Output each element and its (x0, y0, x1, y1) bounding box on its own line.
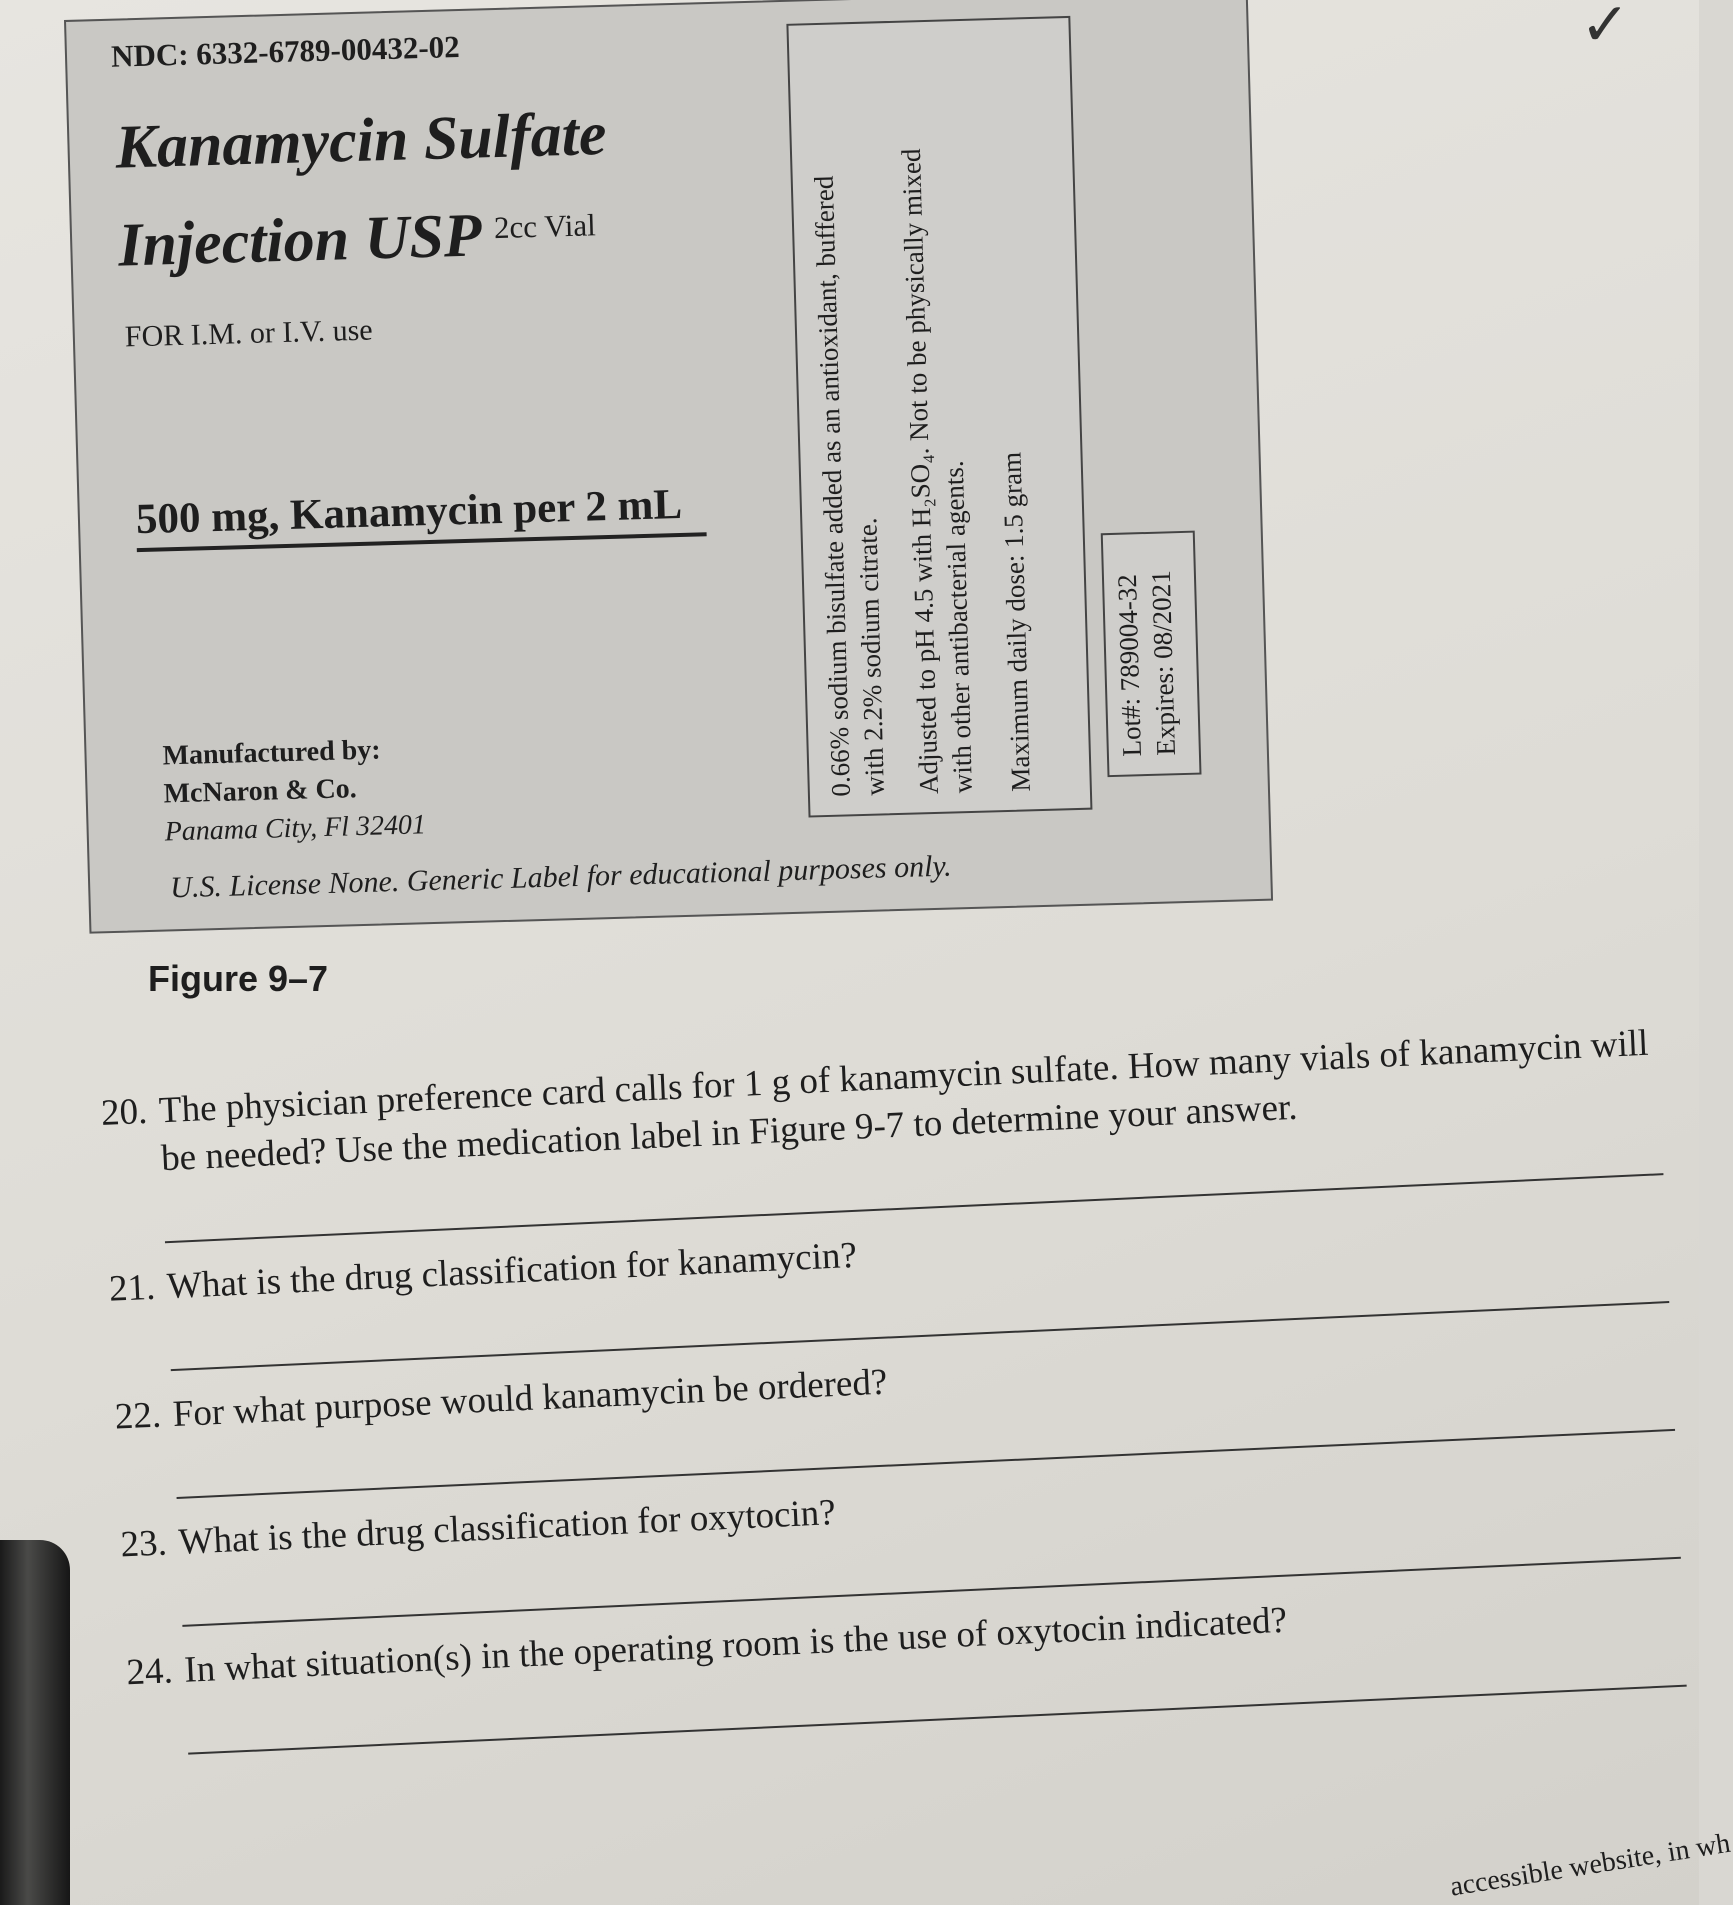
side-text-line: with 2.2% sodium citrate. (852, 517, 890, 797)
side-text-line: 0.66% sodium bisulfate added as an antioxidant, buffered (808, 175, 856, 798)
manufacturer-name: McNaron & Co. (163, 773, 358, 810)
expiry-date: Expires: 08/2021 (1145, 569, 1181, 756)
drug-strength: 500 mg, Kanamycin per 2 mL (135, 479, 706, 552)
question-number: 23. (119, 1522, 168, 1566)
question-number: 21. (108, 1266, 157, 1310)
question-number: 24. (125, 1650, 174, 1694)
label-side-info (786, 16, 1092, 818)
side-text-line: Adjusted to pH 4.5 with H₂SO₄. Not to be physically mixed (895, 148, 944, 795)
side-text-line: with other antibacterial agents. (938, 460, 978, 794)
drug-name-line2: Injection USP (117, 201, 483, 280)
lot-expiry-box (1101, 531, 1202, 778)
question-text: For what purpose would kanamycin be ordered? (171, 1361, 889, 1436)
question-number: 22. (113, 1394, 162, 1438)
pen-photo-object (0, 1540, 70, 1905)
question-text: In what situation(s) in the operating room is the use of oxytocin indicated? (183, 1599, 1288, 1691)
question-list (100, 1017, 1730, 1777)
drug-name-line1: Kanamycin Sulfate (114, 99, 608, 182)
question-text: What is the drug classification for oxytocin? (177, 1492, 837, 1563)
manufacturer-block (162, 730, 426, 851)
manufacturer-city: Panama City, Fl 32401 (164, 809, 427, 848)
side-text-line: Maximum daily dose: 1.5 gram (996, 451, 1036, 793)
manufactured-by-label: Manufactured by: (162, 734, 381, 772)
footer-text-fragment: accessible website, in wh (1448, 1827, 1733, 1903)
route-of-administration: FOR I.M. or I.V. use (124, 313, 374, 354)
medication-label (64, 0, 1273, 934)
label-disclaimer: U.S. License None. Generic Label for educational purposes only. (169, 849, 953, 905)
question-text: The physician preference card calls for 1 g of kanamycin sulfate. How many vials of kanamycin will be needed? Use the medication label in Figure 9-7 to determine your answer. (158, 1022, 1650, 1180)
figure-caption: Figure 9–7 (148, 958, 329, 999)
lot-number: Lot#: 789004-32 (1111, 573, 1147, 757)
drug-name (114, 85, 610, 295)
ndc-number: NDC: 6332-6789-00432-02 (110, 28, 461, 74)
vial-size: 2cc Vial (493, 207, 597, 246)
handwritten-mark: ✓ (1580, 0, 1631, 58)
question-number: 20. (100, 1090, 149, 1134)
question-text: What is the drug classification for kanamycin? (166, 1234, 858, 1308)
